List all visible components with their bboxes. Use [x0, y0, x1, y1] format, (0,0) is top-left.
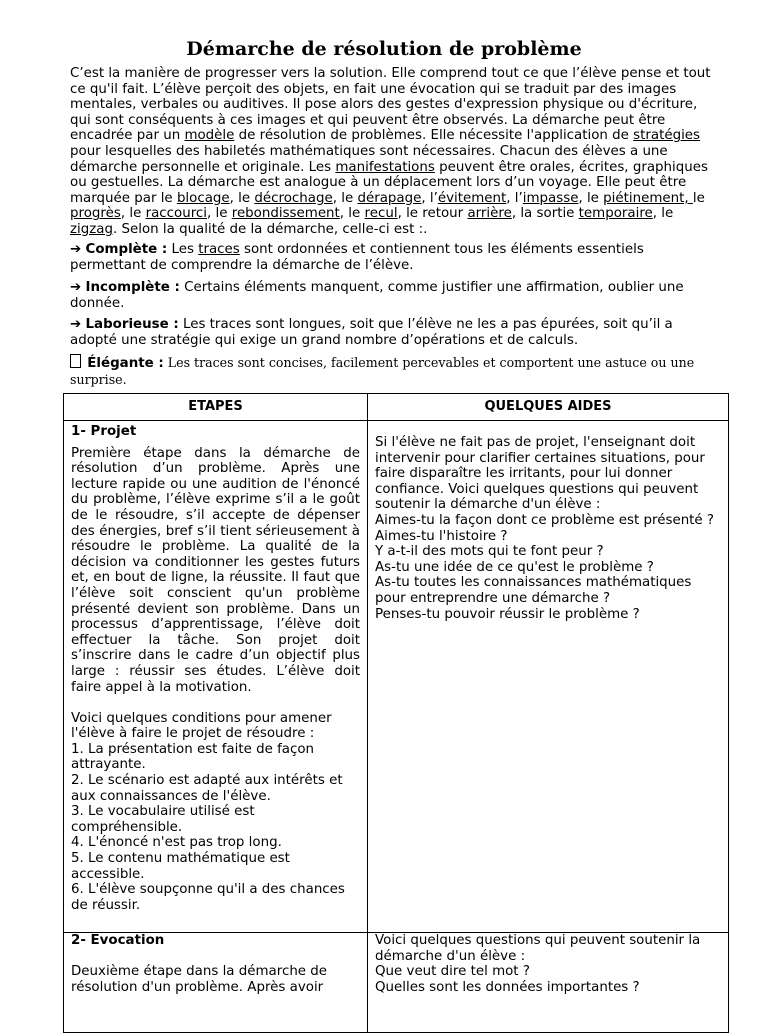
missing-glyph-icon [70, 354, 81, 368]
intro-text-segment: peuvent être orales, écrites, graphiques ou gestuelles. La démarche est analogue à un déplacement lors d’un voyage. Elle peut être marquée par le [70, 159, 708, 206]
intro-text-segment: , le [120, 206, 146, 222]
underlined-term: manifestations [335, 159, 435, 175]
criterion-label: Complète : [85, 242, 168, 257]
intro-text-segment: , le [652, 206, 674, 222]
criterion-link-traces: traces [198, 242, 240, 257]
list-item: 3. Le vocabulaire utilisé est compréhensible. [71, 804, 255, 835]
conditions-list [71, 742, 360, 914]
list-item: Penses-tu pouvoir réussir le problème ? [375, 606, 640, 622]
underlined-term: arrière [467, 206, 512, 222]
aid-intro: Voici quelques questions qui peuvent soutenir la démarche d'un élève : [375, 933, 701, 964]
underlined-term: impasse [522, 190, 579, 206]
table-row [64, 421, 729, 933]
list-item: Que veut dire tel mot ? [375, 964, 530, 980]
intro-text-segment: , le retour [397, 206, 468, 222]
steps-table [63, 393, 729, 1033]
list-item: Aimes-tu la façon dont ce problème est présenté ? [375, 512, 715, 528]
underlined-term: rebondissement [231, 206, 340, 222]
arrow-icon: ➔ [70, 317, 82, 332]
underlined-term: dérapage [357, 190, 422, 206]
underlined-term: évitement [437, 190, 507, 206]
criterion-label: Incomplète : [85, 280, 180, 295]
step-cell [64, 933, 368, 1033]
list-item: 6. L'élève soupçonne qu'il a des chances de réussir. [71, 882, 345, 913]
underlined-term: zigzag [70, 221, 113, 237]
underlined-term: blocage [176, 190, 230, 206]
intro-text-segment: , le [207, 206, 232, 222]
aid-questions-list [375, 964, 721, 995]
underlined-term: raccourci [145, 206, 207, 222]
intro-text-segment: , le [578, 190, 604, 206]
criterion-label: Élégante : [87, 356, 164, 371]
aid-questions-list [375, 513, 721, 622]
table-header-row [64, 394, 729, 421]
underlined-term: temporaire [578, 206, 653, 222]
intro-text-segment: , l’ [506, 190, 523, 206]
criterion-text: Les traces sont longues, soit que l’élève ne les a pas épurées, soit qu’il a adopté une stratégie qui exige un grand nombre d’opérations et de calculs. [70, 317, 673, 348]
underlined-term: piétinement, [603, 190, 693, 206]
step-conditions-intro: Voici quelques conditions pour amener l'élève à faire le projet de résoudre : [71, 710, 332, 742]
header-etapes: ETAPES [64, 394, 368, 421]
list-item: As-tu une idée de ce qu'est le problème ? [375, 559, 654, 575]
aid-cell [368, 421, 729, 933]
underlined-term: progrès [70, 206, 121, 222]
step-title: 1- Projet [71, 424, 137, 439]
underlined-term: modèle [184, 128, 235, 144]
step-cell [64, 421, 368, 933]
list-item: 1. La présentation est faite de façon attrayante. [71, 741, 315, 773]
list-item: Y a-t-il des mots qui te font peur ? [375, 544, 604, 560]
arrow-icon: ➔ [70, 280, 82, 295]
document-title: Démarche de résolution de problème [186, 38, 582, 60]
intro-text-segment: pour lesquelles des habiletés mathématiques sont nécessaires. Chacun des élèves a une démarche personnelle et originale. Les [70, 143, 668, 175]
list-item: 4. L'énoncé n'est pas trop long. [71, 835, 282, 851]
criterion-text: Certains éléments manquent, comme justifier une affirmation, oublier une donnée. [70, 280, 684, 311]
intro-text [70, 66, 716, 238]
table-row [64, 933, 729, 1033]
list-item: Aimes-tu l'histoire ? [375, 528, 508, 544]
underlined-term: décrochage [254, 190, 333, 206]
aid-intro: Si l'élève ne fait pas de projet, l'enseignant doit intervenir pour clarifier certaines situations, pour faire disparaître les irritants, pour lui donner confiance. Voici quelques questions qui peuvent soutenir la démarche d'un élève : [375, 435, 705, 513]
intro-text-segment: le [692, 190, 705, 206]
underlined-term: recul [364, 206, 398, 222]
intro-text-segment: , l’ [421, 190, 438, 206]
underlined-term: stratégies [633, 128, 701, 144]
intro-text-segment: , le [229, 190, 255, 206]
step-title: 2- Evocation [71, 933, 165, 948]
intro-text-segment: de résolution de problèmes. Elle nécessite l'application de [234, 128, 634, 144]
criterion-text: Les traces sont concises, facilement percevables et comportent une astuce ou une surprise. [70, 355, 695, 387]
criterion-label: Laborieuse : [85, 317, 179, 332]
intro-text-segment: , le [339, 206, 365, 222]
list-item: 2. Le scénario est adapté aux intérêts et aux connaissances de l'élève. [71, 773, 343, 804]
step-description: Première étape dans la démarche de résolution d’un problème. Après une lecture rapide ou une audition de l'énoncé du problème, l’élève exprime s’il a le goût de le résoudre, s’il accepte de dépenser des énergies, bref s’il tient sérieusement à résoudre le problème. La qualité de la décision va conditionner les gestes futurs et, en bout de ligne, la réussite. Il faut que l’élève soit conscient qu'un problème présenté devient son problème. Dans un processus d’apprentissage, l’élève doit effectuer la tâche. Son projet doit s’inscrire dans le cadre d’un objectif plus large : réussir ses études. L’élève doit faire appel à la motivation. [71, 445, 360, 695]
criterion-text: sont ordonnées et contiennent tous les éléments essentiels permettant de comprendre la démarche de l’élève. [70, 242, 644, 273]
intro-text-segment: , la sortie [511, 206, 579, 222]
criterion-text-pre: Les [167, 242, 199, 257]
arrow-icon: ➔ [70, 242, 82, 257]
step-description: Deuxième étape dans la démarche de résolution d'un problème. Après avoir [71, 964, 328, 995]
criterion-complete [70, 242, 720, 273]
header-aides: QUELQUES AIDES [368, 394, 729, 421]
intro-text-segment: , le [332, 190, 358, 206]
criterion-elegante [70, 354, 720, 388]
list-item: As-tu toutes les connaissances mathématiques pour entreprendre une démarche ? [375, 575, 692, 606]
intro-paragraph [70, 66, 716, 238]
intro-text-segment: C’est la manière de progresser vers la solution. Elle comprend tout ce que l’élève pense et tout ce qu'il fait. L’élève perçoit des objets, en fait une évocation qui se traduit par des images mentales, verbales ou auditives. Il pose alors des gestes d'expression physique ou d'écriture, qui sont conséquents à ces images et qui peuvent être observés. La démarche peut être encadrée par un [70, 66, 711, 144]
criterion-laborieuse [70, 317, 720, 348]
intro-text-segment: . Selon la qualité de la démarche, celle-ci est :. [112, 221, 428, 237]
criterion-incomplete [70, 280, 720, 311]
list-item: 5. Le contenu mathématique est accessible. [71, 851, 290, 882]
list-item: Quelles sont les données importantes ? [375, 979, 640, 995]
aid-cell [368, 933, 729, 1033]
